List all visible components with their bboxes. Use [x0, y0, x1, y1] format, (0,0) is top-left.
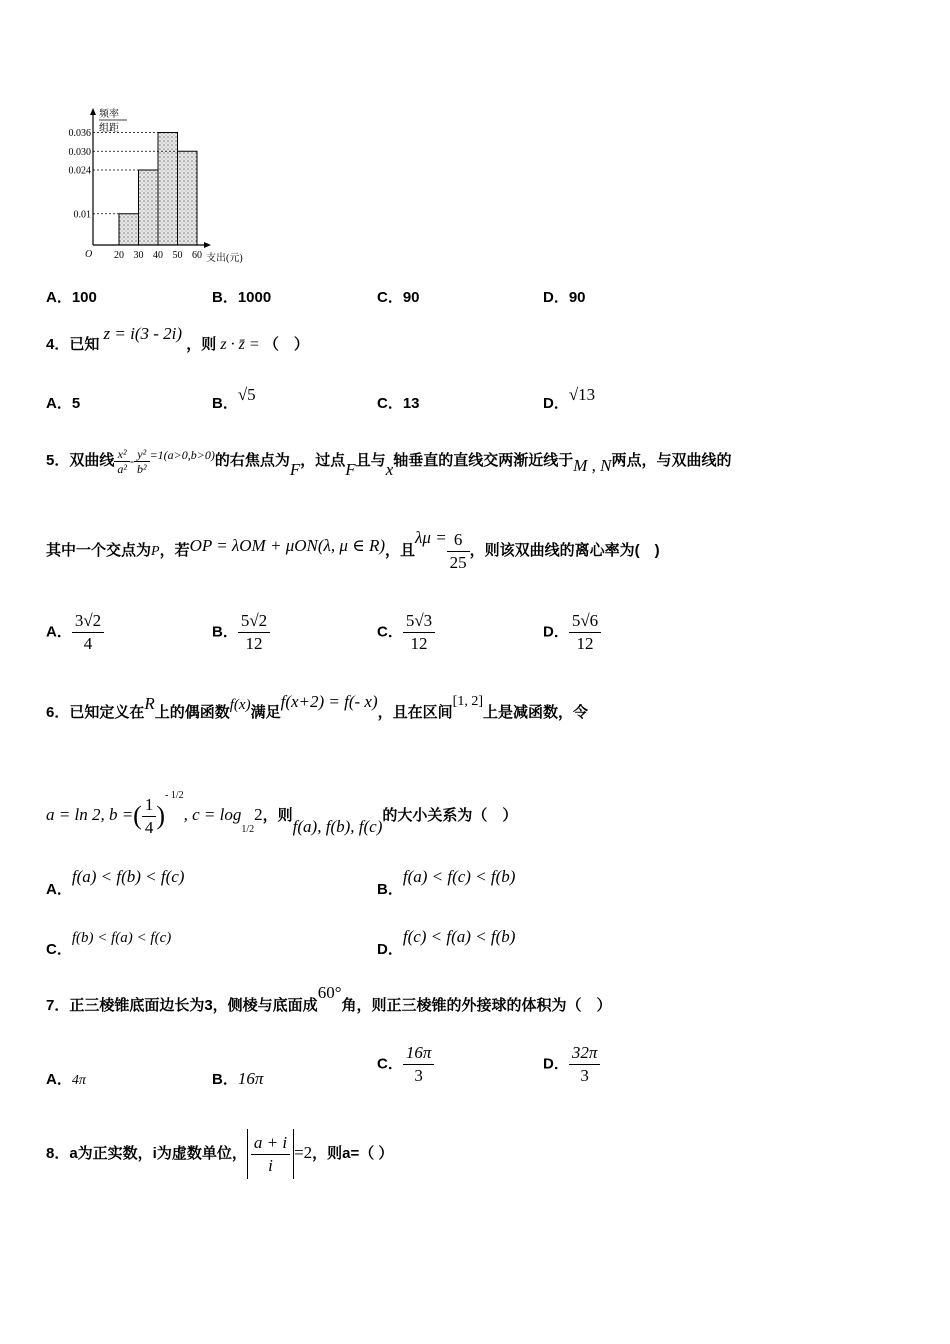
- q6-stem-line1: 6．已知定义在R上的偶函数f(x)满足f(x+2) = f(- x)，且在区间[1, 2]上是减函数，令: [46, 692, 588, 721]
- y-tick-label: 0.024: [68, 165, 91, 177]
- q6-log-arg: 2: [254, 805, 263, 824]
- origin-label: O: [85, 249, 93, 260]
- q4-option-a[interactable]: A．5: [46, 395, 81, 412]
- q8-abs-value: $\frac{a + i}{i}$: [247, 1129, 294, 1179]
- q6-option-b[interactable]: B．f(a) < f(c) < f(b): [377, 867, 516, 898]
- histogram-bar-50: [178, 151, 198, 245]
- q5-lm: λμ =: [415, 528, 447, 547]
- q5-option-a[interactable]: A． $\frac{3√2}{4}$: [46, 610, 104, 655]
- q5-F2: F: [345, 460, 356, 479]
- q5-lm-frac: $\frac{6}{25}$: [447, 529, 470, 574]
- q7-angle: 60°: [317, 983, 342, 1002]
- q4-option-d-value: √13: [568, 385, 596, 404]
- x-axis-arrow: [204, 242, 211, 248]
- q6-option-c[interactable]: C．f(b) < f(a) < f(c): [46, 930, 172, 958]
- q7-stem: 7．正三棱锥底面边长为3，侧棱与底面成60°角，则正三棱锥的外接球的体积为（ ）: [46, 983, 612, 1014]
- q4-option-b[interactable]: [212, 384, 256, 412]
- y-axis-label-bottom: 组距: [99, 123, 119, 134]
- x-tick-label: 50: [172, 250, 183, 261]
- q4-formula: z = i(3 - 2i): [103, 324, 183, 343]
- q6-log-base: 1/2: [241, 824, 255, 835]
- histogram-bar-40: [158, 133, 178, 246]
- y-tick-label: 0.01: [73, 209, 91, 221]
- x-tick-label: 30: [133, 250, 144, 261]
- q4-option-b-label: B．: [212, 395, 238, 412]
- histogram-bar-20: [119, 214, 139, 245]
- x-tick-label: 60: [192, 250, 202, 261]
- x-tick-label: 20: [114, 250, 124, 261]
- q4-option-c[interactable]: C．13: [377, 395, 420, 412]
- q6-R: R: [144, 694, 155, 713]
- q5-option-d[interactable]: D． $\frac{5√6}{12}$: [543, 610, 601, 655]
- q6-interval: [1, 2]: [452, 694, 483, 709]
- q3-option-c[interactable]: C．90: [377, 289, 420, 306]
- q4-stem: [46, 324, 309, 354]
- q4-option-d[interactable]: [543, 384, 596, 412]
- q5-option-c[interactable]: C． $\frac{5√3}{12}$: [377, 610, 435, 655]
- q8-stem: 8．a为正实数，i为虚数单位， $\frac{a + i}{i}$ =2，则a=（ ）: [46, 1128, 393, 1178]
- q5-vector-eq: OP = λOM + μON(λ, μ ∈ R): [189, 536, 386, 555]
- q6-def-a: a = ln 2, b =: [46, 805, 134, 824]
- q4-option-b-value: √5: [237, 385, 256, 404]
- q6-fx: f(x): [229, 697, 251, 713]
- q6-exponent: - 1/2: [165, 790, 184, 801]
- histogram-chart: [55, 100, 265, 270]
- q3-option-b[interactable]: B．1000: [212, 289, 272, 306]
- q5-frac-y: $\frac{\text{y²}}{\text{b²}}$: [134, 447, 150, 476]
- q6-eq: f(x+2) = f(- x): [280, 692, 378, 711]
- q7-option-c[interactable]: C． $\frac{16\pi}{3}$: [377, 1042, 434, 1087]
- q5-p1: 5．双曲线: [46, 452, 115, 469]
- q6-fs: f(a), f(b), f(c): [292, 817, 383, 836]
- q6-def-c: , c = log: [183, 805, 242, 824]
- x-axis-label: 支出(元): [206, 253, 243, 264]
- y-axis-label-top: 频率: [99, 109, 119, 120]
- q4-option-d-label: D．: [543, 395, 569, 412]
- q5-option-b[interactable]: B． $\frac{5√2}{12}$: [212, 610, 270, 655]
- x-tick-label: 40: [153, 250, 163, 261]
- q6-stem-line2: a = ln 2, b =( $\frac{1}{4}$ )$^{- 1/2}$, $c = \log_{1/2}2$，则f(a), f(b), f(c)的大小关系为（ ）: [46, 790, 518, 837]
- q3-option-a[interactable]: A．100: [46, 289, 97, 306]
- q5-condition: =1(a>0,b>0): [149, 448, 215, 462]
- q4-suffix: （ ）: [263, 336, 309, 353]
- q3-option-d[interactable]: D．90: [543, 289, 586, 306]
- q4-prefix: 4．已知: [46, 336, 100, 353]
- q6-option-d[interactable]: D．f(c) < f(a) < f(b): [377, 927, 516, 958]
- y-tick-label: 0.030: [68, 146, 91, 158]
- histogram-bar-30: [139, 170, 159, 245]
- q8-eq: =2: [294, 1143, 313, 1162]
- y-tick-label: 0.036: [68, 128, 91, 139]
- q5-stem-line2: 其中一个交点为P，若OP = λOM + μON(λ, μ ∈ R)，且λμ = $\frac{6}{25}$ ，则该双曲线的离心率为( ): [46, 528, 660, 572]
- q7-option-a[interactable]: A．4π: [46, 1071, 86, 1088]
- q5-frac-x: $\frac{\text{x²}}{\text{a²}}$: [114, 447, 130, 476]
- y-axis-arrow: [90, 108, 96, 115]
- q5-stem-line1: 5．双曲线 $\frac{\text{x²}}{\text{a²}}$ - $\frac{\text{y²}}{\text{b²}}$ $^{=1(a>0,b>0)}$的右焦点为F，过点F且与x轴垂直的直线交两渐近线于M , N两点，与双曲线的: [46, 446, 732, 479]
- q7-option-b[interactable]: B．16π: [212, 1069, 264, 1088]
- q4-formula2: z · z̄ =: [220, 336, 260, 353]
- q6-option-a[interactable]: A．f(a) < f(b) < f(c): [46, 867, 185, 898]
- q5-x: x: [385, 460, 394, 479]
- q7-option-d[interactable]: D． $\frac{32\pi}{3}$: [543, 1042, 600, 1087]
- q5-MN: M , N: [573, 456, 612, 475]
- q5-P: P: [151, 544, 160, 559]
- q5-F1: F: [289, 460, 301, 479]
- q4-mid: ，则: [186, 336, 217, 353]
